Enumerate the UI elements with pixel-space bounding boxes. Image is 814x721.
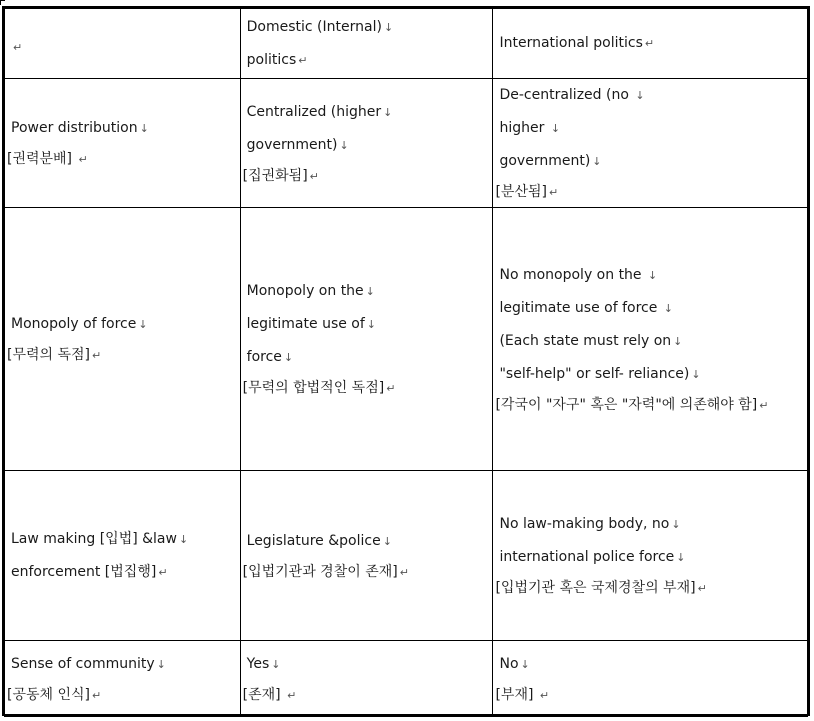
header-domestic-line-1: Domestic (Internal) [246,18,382,35]
table-row-sense-of-community [5,641,808,717]
header-cell-domestic[interactable]: Domestic (Internal) ↓ politics ↵ [240,9,493,79]
header-domestic-line-2: politics [246,51,297,68]
international-cell[interactable]: De-centralized (no ↓ higher ↓ government) ↓ [분산됨] ↵ [493,79,808,208]
label-cell[interactable]: Power distribution ↓ [권력분배] ↵ [5,79,241,208]
corner-mark [0,0,5,5]
label-cell[interactable]: Sense of community ↓ [공동체 인식] ↵ [5,641,241,717]
table-row-monopoly-of-force [5,208,808,471]
header-international-line-1: International politics [499,35,643,51]
header-cell-international[interactable]: International politics ↵ [493,9,808,79]
table-header-row [5,9,808,79]
table-row-power-distribution [5,79,808,208]
table-row-law-making [5,471,808,641]
international-cell[interactable]: No law-making body, no ↓ international police force ↓ [입법기관 혹은 국제경찰의 부재] ↵ [493,471,808,641]
label-cell[interactable]: Law making [입법] &law ↓ enforcement [법집행] ↵ [5,471,241,641]
international-cell[interactable]: No monopoly on the ↓ legitimate use of force ↓ (Each state must rely on ↓ "self-help" or self- reliance) ↓ [각국이 "자구" 혹은 "자력"에 의존해야 함] ↵ [493,208,808,471]
domestic-cell[interactable]: Yes ↓ [존재] ↵ [240,641,493,717]
domestic-cell[interactable]: Centralized (higher ↓ government) ↓ [집권화됨] ↵ [240,79,493,208]
paragraph-mark: ↵ [13,41,23,54]
domestic-cell[interactable]: Monopoly on the ↓ legitimate use of ↓ force ↓ [무력의 합법적인 독점] ↵ [240,208,493,471]
comparison-table [4,8,808,717]
domestic-cell[interactable]: Legislature &police ↓ [입법기관과 경찰이 존재] ↵ [240,471,493,641]
label-cell[interactable]: Monopoly of force ↓ [무력의 독점] ↵ [5,208,241,471]
international-cell[interactable]: No ↓ [부재] ↵ [493,641,808,717]
header-cell-empty[interactable] [5,9,241,79]
